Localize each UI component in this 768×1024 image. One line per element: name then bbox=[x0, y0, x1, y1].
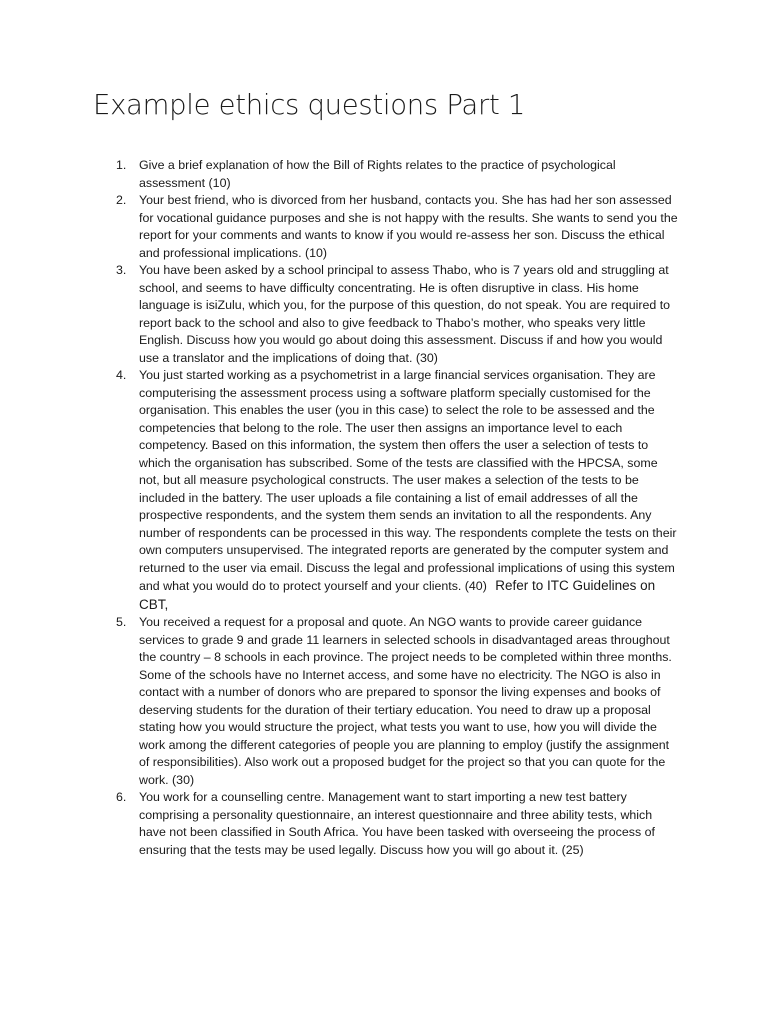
question-text: You just started working as a psychometrist in a large financial services organisation. They are computerising the assessment process using a software platform specially customised for the organisation. This enables the user (you in this case) to select the role to be assessed and the competencies that belong to the role. The user then assigns an importance level to each competency. Based on this information, the system then offers the user a selection of tests to which the organisation has subscribed. Some of the tests are classified with the HPCSA, some not, but all measure psychological constructs. The user makes a selection of the tests to be included in the battery. The user uploads a file containing a list of email addresses of all the prospective respondents, and the system them sends an invitation to all the respondents. Any number of respondents can be processed in this way. The respondents complete the tests on their own computers unsupervised. The integrated reports are generated by the computer system and returned to the user via email. Discuss the legal and professional implications of using this system and what you would do to protect yourself and your clients. (40) bbox=[139, 368, 677, 593]
question-number: 3. bbox=[116, 263, 127, 277]
question-text: You work for a counselling centre. Management want to start importing a new test battery comprising a personality questionnaire, an interest questionnaire and three ability tests, which have not been classified in South Africa. You have been tasked with overseeing the process of ensuring that the tests may be used legally. Discuss how you will go about it. (25) bbox=[139, 790, 655, 857]
document-title: Example ethics questions Part 1 bbox=[93, 89, 526, 121]
question-item-6 bbox=[110, 789, 680, 859]
question-text: You have been asked by a school principal to assess Thabo, who is 7 years old and struggling at school, and seems to have difficulty concentrating. He is often disruptive in class. His home language is isiZulu, which you, for the purpose of this question, do not speak. You are required to report back to the school and also to give feedback to Thabo’s mother, who speaks very little English. Discuss how you would go about doing this assessment. Discuss if and how you would use a translator and the implications of doing that. (30) bbox=[139, 263, 671, 365]
question-list bbox=[110, 157, 680, 859]
question-item-1 bbox=[110, 157, 680, 192]
question-number: 6. bbox=[116, 790, 127, 804]
question-number: 2. bbox=[116, 193, 127, 207]
question-item-2 bbox=[110, 192, 680, 262]
question-number: 5. bbox=[116, 615, 127, 629]
question-item-4 bbox=[110, 367, 680, 614]
handwritten-style-annotation: Refer to ITC Guidelines on CBT, bbox=[139, 578, 656, 612]
question-text: Give a brief explanation of how the Bill of Rights relates to the practice of psychological assessment (10) bbox=[139, 158, 616, 190]
question-item-5 bbox=[110, 614, 680, 789]
question-text: Your best friend, who is divorced from her husband, contacts you. She has had her son assessed for vocational guidance purposes and she is not happy with the results. She wants to send you the report for your comments and wants to know if you would re-assess her son. Discuss the ethical and professional implications. (10) bbox=[139, 193, 678, 260]
question-item-3 bbox=[110, 262, 680, 367]
question-number: 4. bbox=[116, 368, 127, 382]
question-text: You received a request for a proposal and quote. An NGO wants to provide career guidance services to grade 9 and grade 11 learners in selected schools in disadvantaged areas throughout the country – 8 schools in each province. The project needs to be completed within three months. Some of the schools have no Internet access, and some have no electricity. The NGO is also in contact with a number of donors who are prepared to sponsor the living expenses and books of deserving students for the duration of their tertiary education. You need to draw up a proposal stating how you would structure the project, what tests you want to use, how you will divide the work among the different categories of people you are planning to employ (justify the assignment of responsibilities). Also work out a proposed budget for the project so that you can quote for the work. (30) bbox=[139, 615, 672, 787]
question-number: 1. bbox=[116, 158, 127, 172]
